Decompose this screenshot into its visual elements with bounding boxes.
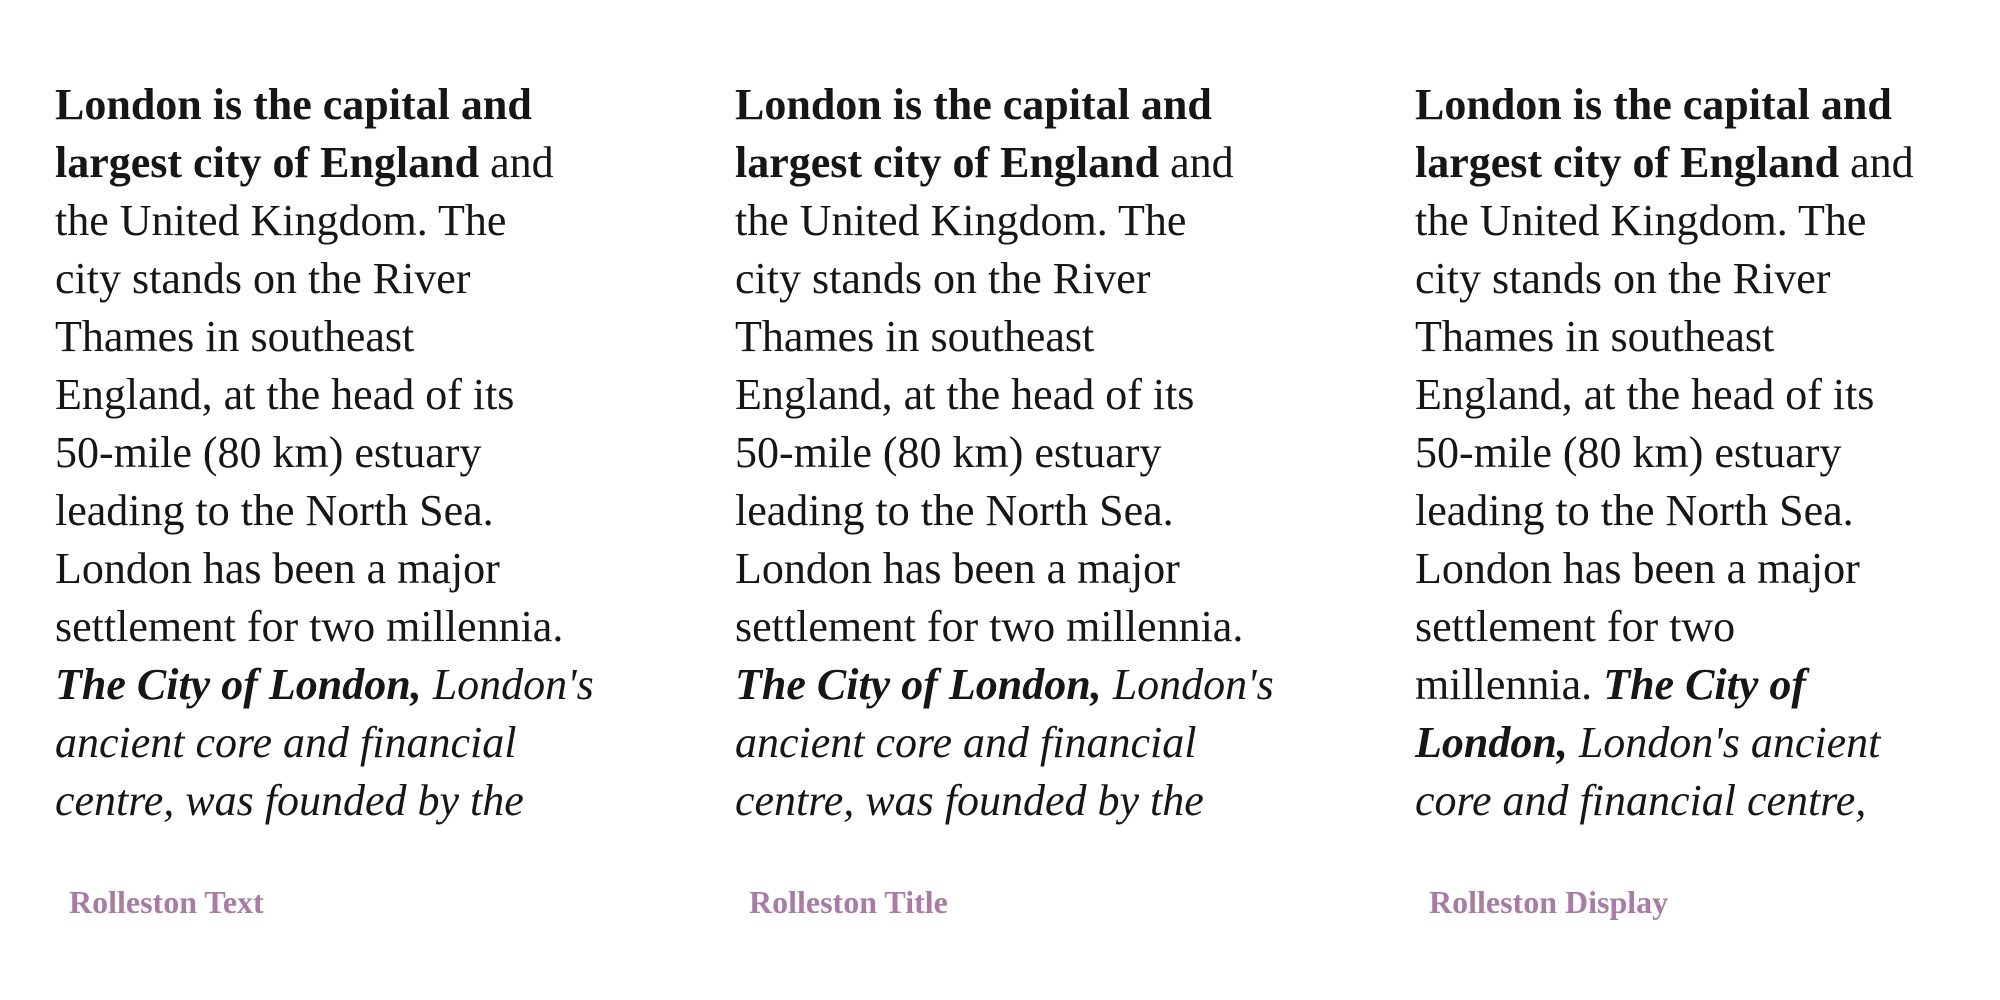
specimen-paragraph bbox=[735, 76, 1331, 830]
specimen-column-title bbox=[735, 76, 1331, 920]
specimen-paragraph bbox=[1415, 76, 2000, 830]
text-segment-r: England, at the head of its bbox=[55, 370, 515, 419]
text-segment-i: ancient core and financial bbox=[55, 718, 517, 767]
text-segment-r: 50-mile (80 km) estuary bbox=[55, 428, 482, 477]
text-segment-r: Thames in southeast bbox=[735, 312, 1095, 361]
text-segment-r: leading to the North Sea. bbox=[55, 486, 494, 535]
text-segment-r: settlement for two bbox=[1415, 602, 1736, 651]
text-segment-r: and bbox=[479, 138, 554, 187]
text-segment-i: London's bbox=[421, 660, 594, 709]
text-segment-b: largest city of England bbox=[55, 138, 480, 187]
specimen-column-display bbox=[1415, 76, 2000, 920]
text-segment-bi: The City of London, bbox=[55, 660, 422, 709]
text-segment-r: London has been a major bbox=[55, 544, 500, 593]
text-segment-bi: The City of London, bbox=[735, 660, 1102, 709]
text-segment-r: 50-mile (80 km) estuary bbox=[735, 428, 1162, 477]
text-segment-r: settlement for two millennia. bbox=[735, 602, 1244, 651]
text-segment-r: the United Kingdom. The bbox=[735, 196, 1187, 245]
text-segment-r: 50-mile (80 km) estuary bbox=[1415, 428, 1842, 477]
text-segment-r: settlement for two millennia. bbox=[55, 602, 564, 651]
text-segment-b: London is the capital and bbox=[735, 80, 1212, 129]
text-segment-r: city stands on the River bbox=[55, 254, 471, 303]
text-segment-bi: The City of bbox=[1603, 660, 1807, 709]
text-segment-i: ancient core and financial bbox=[735, 718, 1197, 767]
text-segment-r: England, at the head of its bbox=[735, 370, 1195, 419]
text-segment-i: centre, was founded by the bbox=[55, 776, 524, 825]
text-segment-i: core and financial centre, bbox=[1415, 776, 1867, 825]
text-segment-b: London is the capital and bbox=[55, 80, 532, 129]
text-segment-i: centre, was founded by the bbox=[735, 776, 1204, 825]
text-segment-r: and bbox=[1839, 138, 1914, 187]
text-segment-r: the United Kingdom. The bbox=[55, 196, 507, 245]
text-segment-r: London has been a major bbox=[735, 544, 1180, 593]
specimen-paragraph bbox=[55, 76, 651, 830]
text-segment-r: the United Kingdom. The bbox=[1415, 196, 1867, 245]
text-segment-r: leading to the North Sea. bbox=[735, 486, 1174, 535]
text-segment-r: London has been a major bbox=[1415, 544, 1860, 593]
text-segment-r: Thames in southeast bbox=[55, 312, 415, 361]
text-segment-r: city stands on the River bbox=[1415, 254, 1831, 303]
text-segment-r: England, at the head of its bbox=[1415, 370, 1875, 419]
text-segment-i: London's bbox=[1101, 660, 1274, 709]
font-name-label: Rolleston Title bbox=[749, 884, 948, 920]
text-segment-bi: London, bbox=[1415, 718, 1568, 767]
text-segment-r: leading to the North Sea. bbox=[1415, 486, 1854, 535]
text-segment-i: London's ancient bbox=[1567, 718, 1881, 767]
text-segment-b: London is the capital and bbox=[1415, 80, 1892, 129]
text-segment-r: Thames in southeast bbox=[1415, 312, 1775, 361]
text-segment-b: largest city of England bbox=[1415, 138, 1840, 187]
text-segment-b: largest city of England bbox=[735, 138, 1160, 187]
font-name-label: Rolleston Display bbox=[1429, 884, 1669, 920]
specimen-column-text bbox=[55, 76, 651, 920]
text-segment-r: millennia. bbox=[1415, 660, 1604, 709]
font-name-label: Rolleston Text bbox=[69, 884, 264, 920]
text-segment-r: city stands on the River bbox=[735, 254, 1151, 303]
text-segment-r: and bbox=[1159, 138, 1234, 187]
